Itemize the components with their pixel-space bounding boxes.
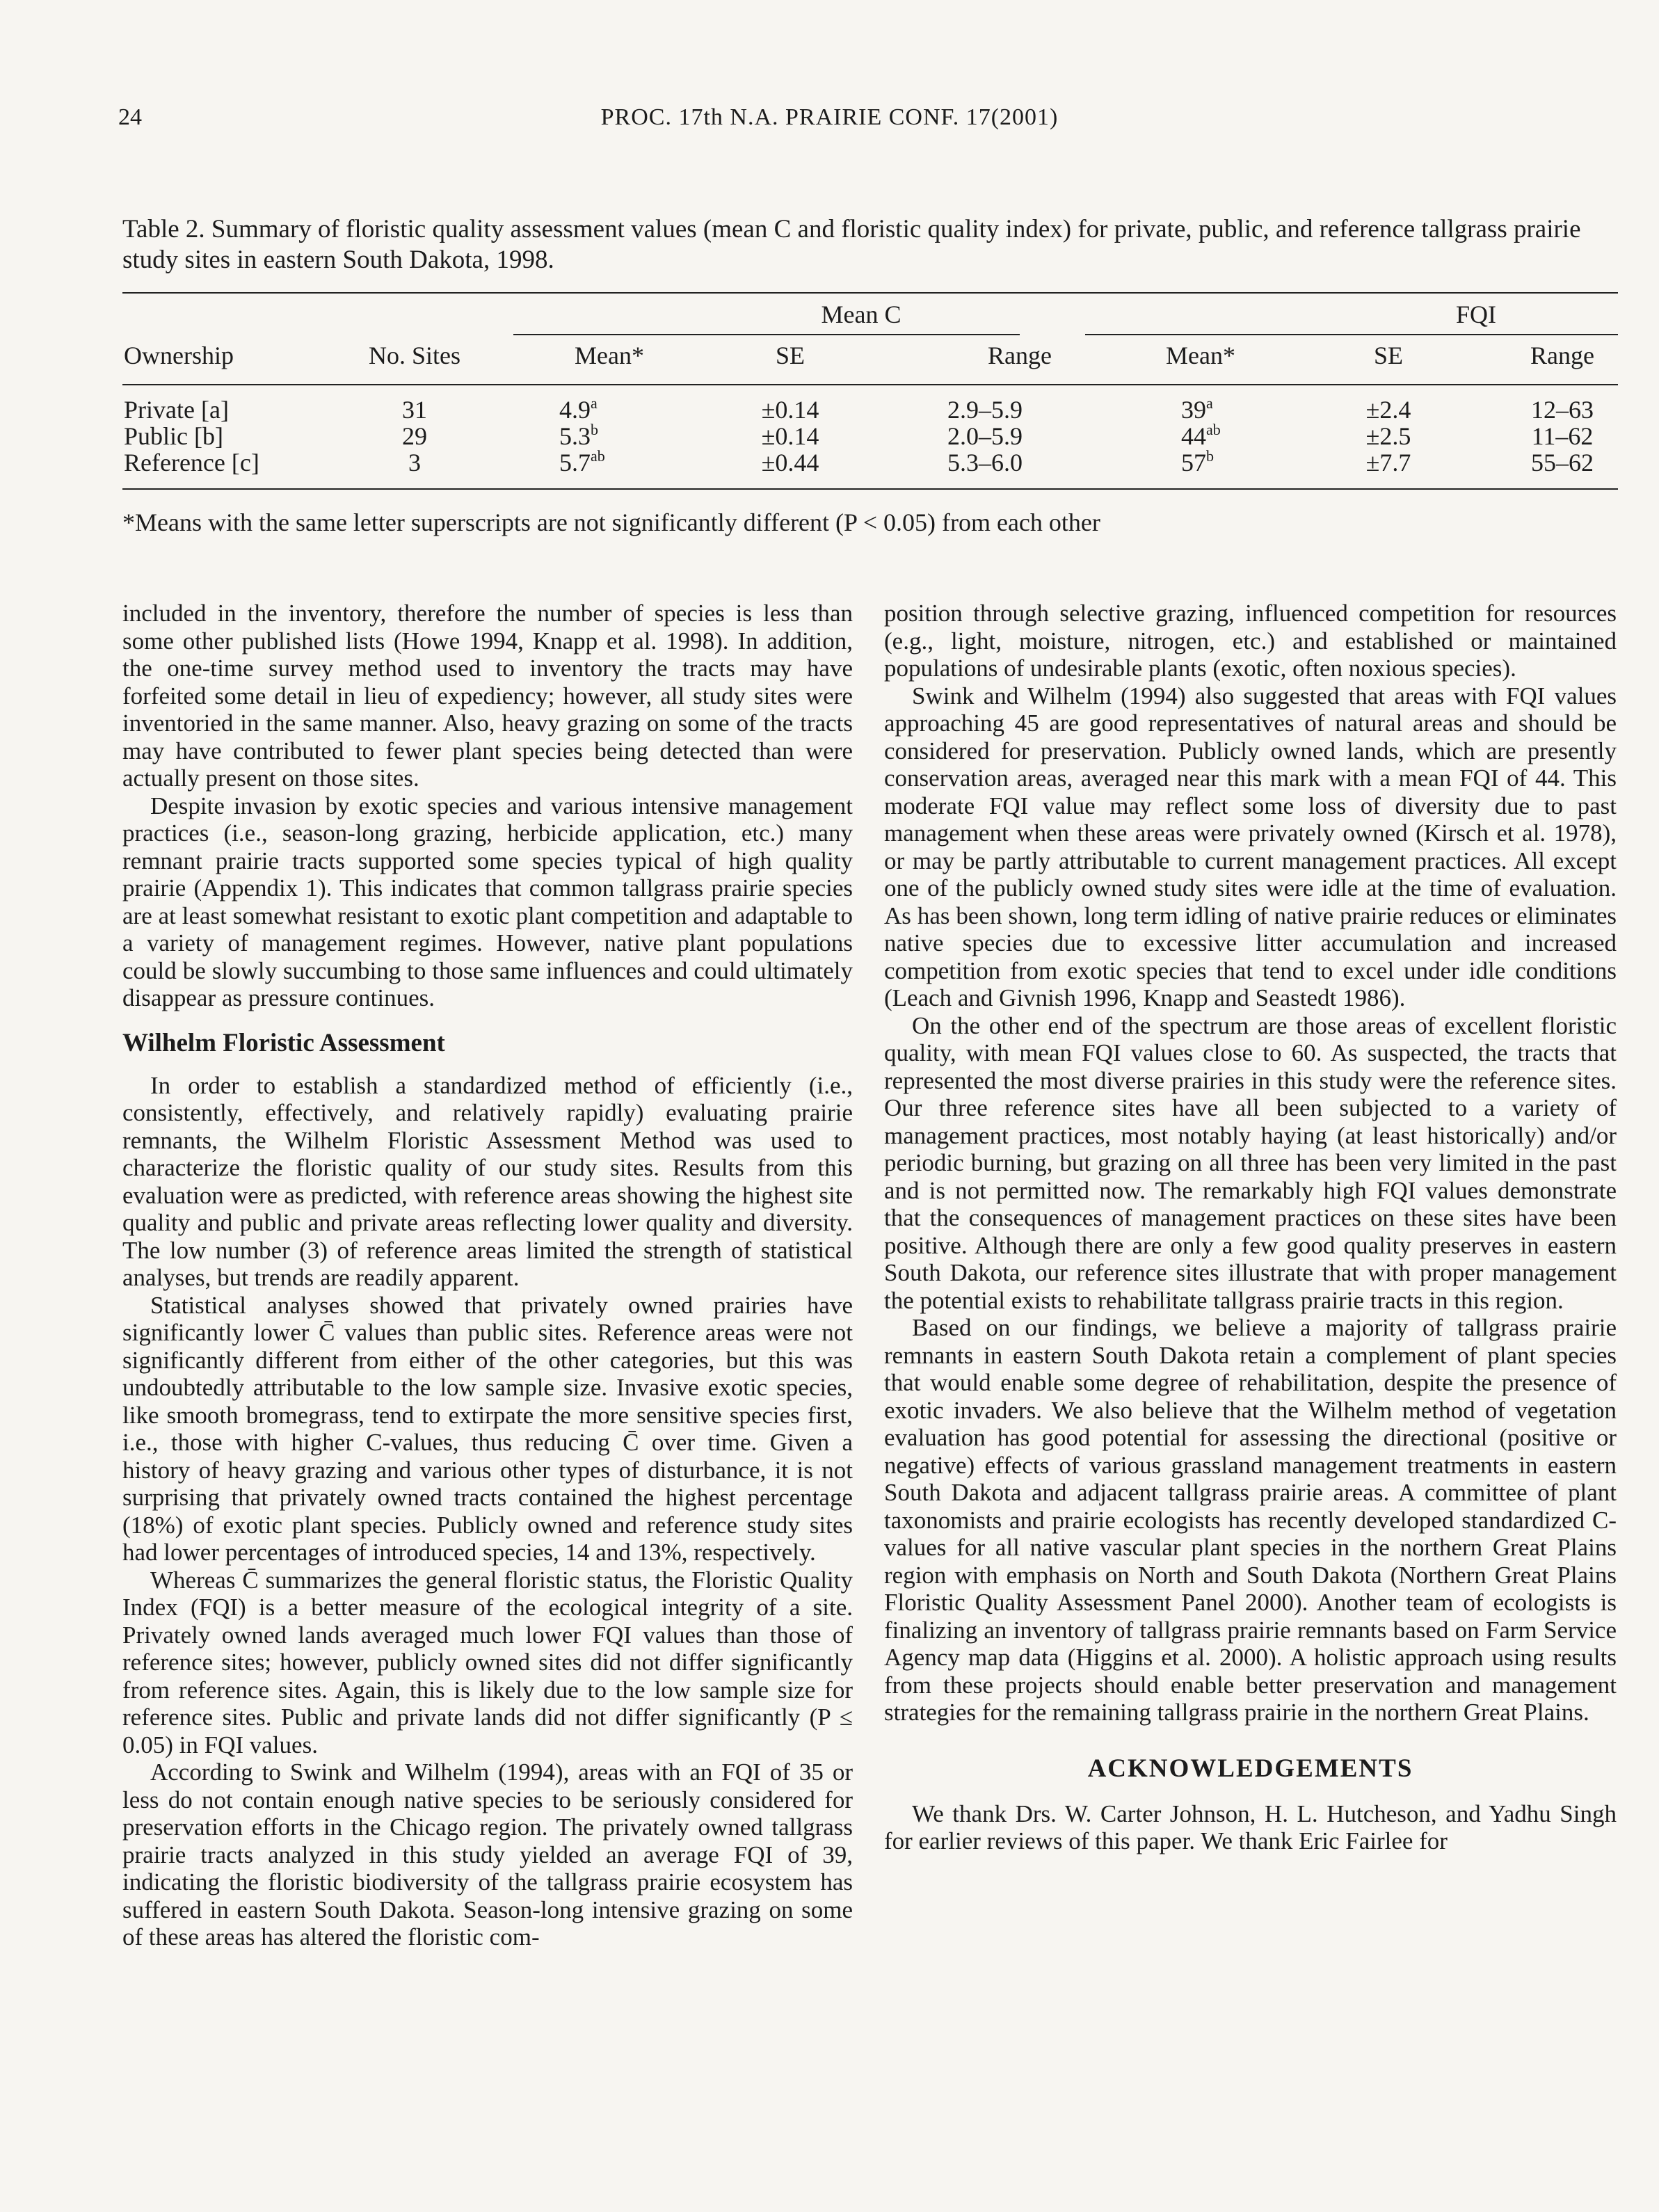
journal-title: PROC. 17th N.A. PRAIRIE CONF. 17(2001) (600, 104, 1059, 130)
fqi-group-rule (1085, 334, 1618, 335)
row-public-fqi-range: 11–62 (1531, 422, 1594, 450)
row-reference-fqi-range: 55–62 (1531, 449, 1594, 476)
c-mean-superscript: b (591, 421, 598, 438)
table-top-rule (122, 292, 1618, 294)
c-mean-value: 5.7 (559, 449, 591, 476)
paragraph: According to Swink and Wilhelm (1994), areas with an FQI of 35 or less do not contain enough native species to be seriously considered for preservation efforts in the Chicago region. The privately owned tallgrass prairie tracts analyzed in this study yielded an average FQI of 39, indicating the floristic biodiversity of the tallgrass prairie ecosystem has suffered in eastern South Dakota. Season-long intensive grazing on some of these areas has altered the floristic com- (122, 1758, 853, 1950)
row-reference-no-sites: 3 (408, 449, 421, 476)
paragraph: Swink and Wilhelm (1994) also suggested that areas with FQI values approaching 45 are good representatives of natural areas and should be considered for preservation. Publicly owned lands, which are presently conservation areas, averaged near this mark with a mean FQI of 44. This moderate FQI value may reflect some loss of diversity due to past management when these areas were privately owned (Kirsch et al. 1978), or may be partly attributable to current management practices. All except one of the publicly owned study sites were idle at the time of evaluation. As has been shown, long term idling of native prairie reduces or eliminates native species due to excessive litter accumulation and increased competition from exotic species that tend to excel under idle conditions (Leach and Givnish 1996, Knapp and Seastedt 1986). (884, 682, 1617, 1011)
left-column (122, 600, 853, 1951)
mean-c-group-rule (513, 334, 1020, 335)
row-reference-fqi-se: ±7.7 (1365, 449, 1411, 476)
row-private-c-se: ±0.14 (761, 396, 819, 424)
row-public-fqi-se: ±2.5 (1365, 422, 1411, 450)
row-public-c-se: ±0.14 (761, 422, 819, 450)
group-header-mean-c: Mean C (821, 300, 901, 328)
header-fqi-se: SE (1373, 342, 1403, 369)
row-private-no-sites: 31 (402, 396, 427, 424)
row-public-no-sites: 29 (402, 422, 427, 450)
row-public-c-range: 2.0–5.9 (947, 422, 1023, 450)
c-mean-value: 4.9 (559, 396, 591, 424)
fqi-mean-value: 44 (1181, 422, 1206, 450)
paragraph: included in the inventory, therefore the number of species is less than some other published lists (Howe 1994, Knapp et al. 1998). In addition, the one-time survey method used to inventory the tracts may have forfeited some detail in lieu of expediency; however, all study sites were inventoried in the same manner. Also, heavy grazing on some of the tracts may have contributed to fewer plant species being detected than were actually present on those sites. (122, 600, 853, 792)
running-head (118, 104, 1541, 135)
header-c-mean: Mean* (575, 342, 644, 369)
c-mean-value: 5.3 (559, 422, 591, 450)
row-public-c-mean (559, 422, 598, 451)
fqi-mean-value: 57 (1181, 449, 1206, 476)
table-footnote: *Means with the same letter superscripts are not significantly different (P < 0.05) from each other (122, 508, 1100, 536)
row-reference-c-se: ±0.44 (761, 449, 819, 476)
right-column (884, 600, 1617, 1855)
fqi-mean-superscript: b (1206, 447, 1214, 465)
fqi-mean-value: 39 (1181, 396, 1206, 424)
paragraph: Based on our findings, we believe a majority of tallgrass prairie remnants in eastern South Dakota retain a complement of plant species that would enable some degree of rehabilitation, despite the presence of exotic invaders. We also believe that the Wilhelm method of vegetation evaluation has good potential for assessing the directional (positive or negative) effects of various grassland management treatments in eastern South Dakota and adjacent tallgrass prairie areas. A committee of plant taxonomists and prairie ecologists has recently developed standardized C-values for all native vascular plant species in the northern Great Plains region with emphasis on North and South Dakota (Northern Great Plains Floristic Quality Assessment Panel 2000). Another team of ecologists is finalizing an inventory of tallgrass prairie remnants based on Farm Service Agency map data (Higgins et al. 2000). A holistic approach using results from these projects should enable better preservation and management strategies for the remaining tallgrass prairie in the northern Great Plains. (884, 1314, 1617, 1726)
row-private-fqi-mean (1181, 395, 1213, 424)
row-private-c-mean (559, 395, 598, 424)
fqi-mean-superscript: ab (1206, 421, 1221, 438)
paragraph: In order to establish a standardized method of efficiently (i.e., consistently, effectively, and relatively rapidly) evaluating prairie remnants, the Wilhelm Floristic Assessment Method was used to characterize the floristic quality of our study sites. Results from this evaluation were as predicted, with reference areas showing the highest site quality and public and private areas reflecting lower quality and diversity. The low number (3) of reference areas limited the strength of statistical analyses, but trends are readily apparent. (122, 1071, 853, 1291)
paragraph: We thank Drs. W. Carter Johnson, H. L. Hutcheson, and Yadhu Singh for earlier reviews of this paper. We thank Eric Fairlee for (884, 1800, 1617, 1854)
table-label: Table 2. (122, 215, 205, 243)
header-fqi-mean: Mean* (1166, 342, 1235, 369)
c-mean-superscript: a (591, 394, 598, 412)
row-reference-ownership: Reference [c] (124, 449, 259, 476)
section-heading: Wilhelm Floristic Assessment (122, 1028, 445, 1057)
acknowledgements-heading: ACKNOWLEDGEMENTS (1087, 1754, 1413, 1783)
row-public-fqi-mean (1181, 422, 1221, 451)
table-bottom-rule (122, 488, 1618, 490)
paragraph: Whereas C̄ summarizes the general floristic status, the Floristic Quality Index (FQI) is a better measure of the ecological integrity of a site. Privately owned lands averaged much lower FQI values than those of reference sites; however, publicly owned sites did not differ significantly from reference sites. Again, this is likely due to the low sample size for reference sites. Public and private lands did not differ significantly (P ≤ 0.05) in FQI values. (122, 1566, 853, 1758)
row-private-ownership: Private [a] (124, 396, 229, 424)
fqi-mean-superscript: a (1206, 394, 1213, 412)
page-number: 24 (118, 104, 142, 130)
row-reference-c-range: 5.3–6.0 (947, 449, 1023, 476)
c-mean-superscript: ab (591, 447, 605, 465)
paragraph: Statistical analyses showed that privately owned prairies have significantly lower C̄ values than public sites. Reference areas were not significantly different from either of the other categories, but this was undoubtedly attributable to the low sample size. Invasive exotic species, like smooth bromegrass, tend to extirpate the more sensitive species first, i.e., those with higher C-values, thus reducing C̄ over time. Given a history of heavy grazing and various other types of disturbance, it is not surprising that privately owned tracts contained the highest percentage (18%) of exotic plant species. Publicly owned and reference study sites had lower percentages of introduced species, 14 and 13%, respectively. (122, 1291, 853, 1566)
table-header-rule (122, 384, 1618, 385)
table-caption-text: Summary of floristic quality assessment values (mean C and floristic quality index) for private, public, and reference tallgrass prairie study sites in eastern South Dakota, 1998. (122, 215, 1581, 274)
paragraph: position through selective grazing, influenced competition for resources (e.g., light, moisture, nitrogen, etc.) and established or maintained populations of undesirable plants (exotic, often noxious species). (884, 600, 1617, 682)
table-caption (122, 214, 1618, 275)
header-c-se: SE (775, 342, 805, 369)
row-private-fqi-se: ±2.4 (1365, 396, 1411, 424)
paragraph: On the other end of the spectrum are those areas of excellent floristic quality, with mean FQI values close to 60. As suspected, the tracts that represented the most diverse prairies in this study were the reference sites. Our three reference sites have all been subjected to a variety of management practices, most notably haying (at least historically) and/or periodic burning, but grazing on all three has been very limited in the past and is not permitted now. The remarkably high FQI values demonstrate that the consequences of management practices on these sites have been positive. Although there are only a few good quality preserves in eastern South Dakota, our reference sites illustrate that with proper management the potential exists to rehabilitate tallgrass prairie tracts in this region. (884, 1011, 1617, 1314)
row-private-fqi-range: 12–63 (1531, 396, 1594, 424)
paragraph: Despite invasion by exotic species and various intensive management practices (i.e., season-long grazing, herbicide application, etc.) many remnant prairie tracts supported some species typical of high quality prairie (Appendix 1). This indicates that common tallgrass prairie species are at least somewhat resistant to exotic plant competition and adaptable to a variety of management regimes. However, native plant populations could be slowly succumbing to those same influences and could ultimately disappear as pressure continues. (122, 792, 853, 1011)
header-ownership: Ownership (124, 342, 234, 369)
group-header-fqi: FQI (1455, 300, 1496, 328)
row-private-c-range: 2.9–5.9 (947, 396, 1023, 424)
row-reference-fqi-mean (1181, 448, 1214, 477)
header-c-range: Range (988, 342, 1052, 369)
row-public-ownership: Public [b] (124, 422, 223, 450)
header-no-sites: No. Sites (368, 342, 460, 369)
row-reference-c-mean (559, 448, 605, 477)
header-fqi-range: Range (1530, 342, 1594, 369)
